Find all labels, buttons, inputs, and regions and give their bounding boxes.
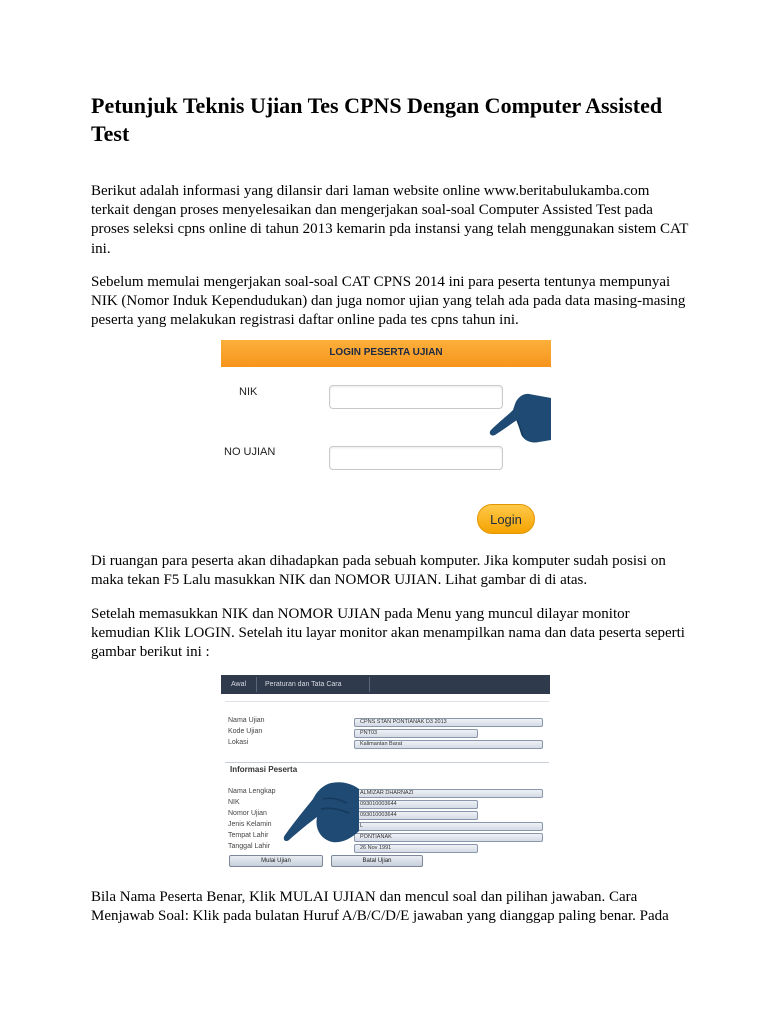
participant-label: Tanggal Lahir: [228, 843, 271, 850]
nav-item-peraturan[interactable]: Peraturan dan Tata Cara: [265, 681, 342, 688]
exam-value: Kalimantan Barat: [354, 740, 543, 749]
participant-value: 26 Nov 1991: [354, 844, 478, 853]
pointing-hand-icon: [487, 392, 551, 446]
login-header: LOGIN PESERTA UJIAN: [221, 340, 551, 367]
top-nav: [221, 675, 550, 694]
exam-value: CPNS STAN PONTIANAK D3 2013: [354, 718, 543, 727]
exam-label: Lokasi: [228, 739, 249, 746]
no-ujian-label: NO UJIAN: [224, 446, 276, 458]
participant-value: PONTIANAK: [354, 833, 543, 842]
paragraph-intro: Berikut adalah informasi yang dilansir dari laman website online www.beritabulukamba.com terkait dengan proses menyelesaikan dan mengerjakan soal-soal Computer Assisted Test pada proses seleksi cpns online di tahun 2013 kemarin pda instansi yang telah menggunakan sistem CAT ini.: [91, 183, 689, 257]
exam-label: Kode Ujian: [228, 728, 263, 735]
nik-label: NIK: [239, 386, 258, 398]
participant-label: Tempat Lahir: [228, 832, 269, 839]
paragraph-prerequisite: Sebelum memulai mengerjakan soal-soal CAT CPNS 2014 ini para peserta tentunya mempunyai NIK (Nomor Induk Kependudukan) dan juga nomor ujian yang telah ada pada data masing-masing peserta yang melakukan registrasi daftar online pada tes cpns tahun ini.: [91, 274, 686, 329]
paragraph-instruction: Di ruangan para peserta akan dihadapkan pada sebuah komputer. Jika komputer sudah posisi on maka tekan F5 Lalu masukkan NIK dan NOMOR UJIAN. Lihat gambar di di atas.: [91, 553, 666, 589]
participant-value: 093010003644: [354, 811, 478, 820]
exam-value: PNT03: [354, 729, 478, 738]
participant-value: 093010003644: [354, 800, 478, 809]
no-ujian-input[interactable]: [329, 446, 503, 470]
participant-label: Jenis Kelamin: [228, 821, 272, 828]
nik-input[interactable]: [329, 385, 503, 409]
pointing-hand-icon: [281, 779, 361, 855]
section-title: Informasi Peserta: [230, 765, 298, 774]
participant-label: Nomor Ujian: [228, 810, 267, 817]
exam-label: Nama Ujian: [228, 717, 265, 724]
nav-item-awal[interactable]: Awal: [231, 681, 247, 688]
participant-label: NIK: [228, 799, 240, 806]
paragraph-start-exam: Bila Nama Peserta Benar, Klik MULAI UJIAN dan mencul soal dan pilihan jawaban. Cara Menjawab Soal: Klik pada bulatan Huruf A/B/C/D/E jawaban yang dianggap paling benar. Pada: [91, 889, 669, 925]
participant-info-figure: [221, 675, 550, 871]
start-exam-button[interactable]: Mulai Ujian: [229, 855, 323, 867]
login-form-figure: [221, 340, 551, 540]
participant-value: ALMIZAR DHARNAZI: [354, 789, 543, 798]
page-title: Petunjuk Teknis Ujian Tes CPNS Dengan Computer Assisted Test: [91, 93, 663, 146]
participant-value: L: [354, 822, 543, 831]
cancel-exam-button[interactable]: Batal Ujian: [331, 855, 423, 867]
participant-label: Nama Lengkap: [228, 788, 276, 795]
paragraph-after-login: Setelah memasukkan NIK dan NOMOR UJIAN pada Menu yang muncul dilayar monitor kemudian Klik LOGIN. Setelah itu layar monitor akan menampilkan nama dan data peserta seperti gambar berikut ini :: [91, 606, 685, 661]
login-button[interactable]: Login: [477, 504, 535, 534]
